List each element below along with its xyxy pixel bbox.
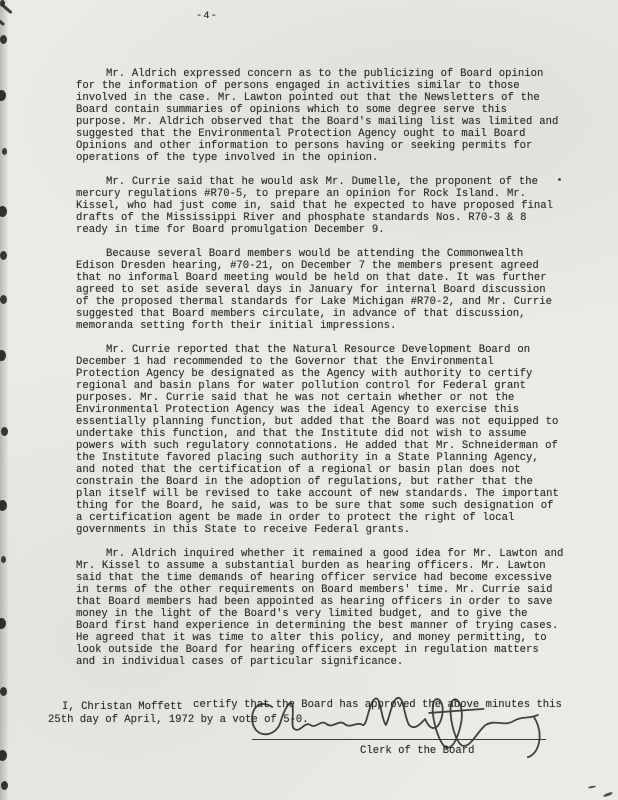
- certifier-typed-name: I, Christan Moffett: [62, 701, 183, 713]
- paragraph: Mr. Currie said that he would ask Mr. Dumelle, the proponent of the mercury regulations #R70-5, to prepare an opinion for Rock Island. Mr. Kissel, who had just come in, said that he expected to have proposed final drafts of the Mississippi River and phosphate standards Nos. R70-3 & 8 ready in time for Board promulgation December 9.: [76, 176, 553, 236]
- scan-edge-shadow: [0, 0, 9, 800]
- paragraph: Mr. Currie reported that the Natural Resource Development Board on December 1 had recommended to the Governor that the Environmental Protection Agency be designated as the Agency with authority to certify regional and basin plans for water pollution control for Federal grant purposes. Mr. Currie said that he was not certain whether or not the Environmental Protection Agency was the ideal Agency to exercise this essentially planning function, but added that the Board was not equipped to undertake this function, and that the Institute did not wish to assume powers with such regulatory connotations. He added that Mr. Schneiderman of the Institute favored placing such authority in a State Planning Agency, and noted that the certification of a regional or basin plan does not constrain the Board in the adoption of regulations, but rather that the plan itself will be revised to take account of new standards. The important thing for the Board, he said, was to be sure that some such designation of a certification agent be made in order to protect the right of local governments in this State to receive Federal grants.: [76, 344, 559, 536]
- paragraph: Mr. Aldrich inquired whether it remained a good idea for Mr. Lawton and Mr. Kissel to assume a substantial burden as hearing officers. Mr. Lawton said that the time demands of hearing officer service had become excessive in terms of the other requirements on Board members' time. Mr. Currie said that Board members had been appointed as hearing officers in order to save money in the light of the Board's very limited budget, and to give the Board first hand experience in determining the best manner of trying cases. He agreed that it was time to alter this policy, and money permitting, to look outside the Board for hearing officers except in regulation matters and in individual cases of particular significance.: [76, 548, 564, 668]
- scan-artifact: [588, 785, 596, 789]
- signature-line: [252, 739, 546, 740]
- clerk-title: Clerk of the Board: [360, 745, 475, 757]
- page-number: -4-: [196, 10, 218, 22]
- paragraph: Mr. Aldrich expressed concern as to the publicizing of Board opinion for the information of persons engaged in activities similar to those involved in the case. Mr. Lawton pointed out that the Newsletters of the Board contain summaries of opinions which to some degree serve this purpose. Mr. Aldrich observed that the Board's mailing list was limited and suggested that the Environmental Protection Agency ought to mail Board Opinions and other information to persons having or seeking permits for operations of the type involved in the opinion.: [76, 68, 559, 164]
- paragraph: Because several Board members would be attending the Commonwealth Edison Dresden hearing, #70-21, on December 7 the members present agreed that no informal Board meeting would be held on that date. It was further agreed to set aside several days in January for internal Board discussion of the proposed thermal standards for Lake Michigan #R70-2, and Mr. Currie suggested that Board members circulate, in advance of that discussion, memoranda setting forth their initial impressions.: [76, 248, 552, 332]
- certification-statement: certify that the Board has approved the above minutes this: [193, 699, 562, 711]
- certification-date-line: 25th day of April, 1972 by a vote of 5-0.: [48, 714, 309, 726]
- scan-artifact: [2, 5, 12, 14]
- scan-artifact: [603, 791, 613, 797]
- minutes-body: [76, 68, 564, 680]
